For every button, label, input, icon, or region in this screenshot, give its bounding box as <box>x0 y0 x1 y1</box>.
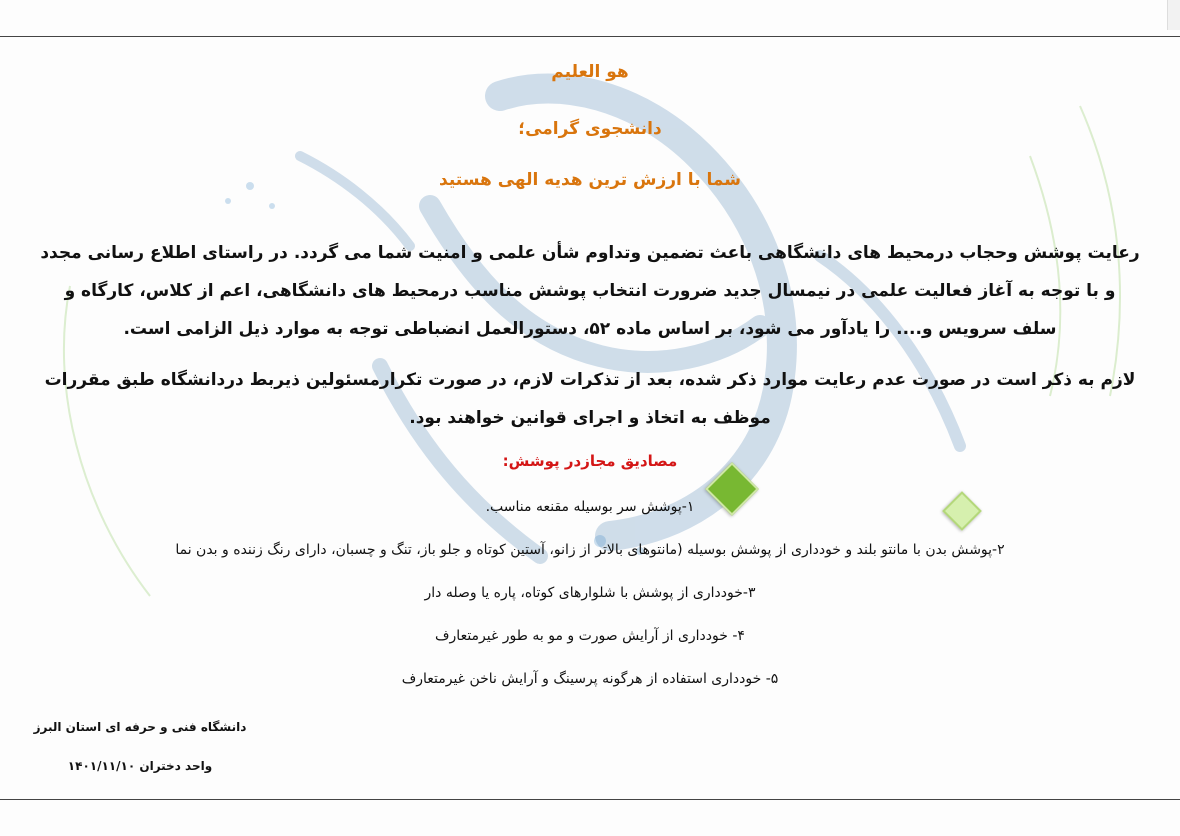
greeting-heading: دانشجوی گرامی؛ <box>518 119 662 139</box>
list-item: ۲-پوشش بدن با مانتو بلند و خودداری از پوشش بوسیله (مانتوهای بالاتر از زانو، آستین کوتاه و جلو باز، تنگ و چسبان، دارای رنگ زننده و بدن نما <box>175 542 1005 558</box>
dress-code-list <box>30 486 1150 701</box>
warning-paragraph: لازم به ذکر است در صورت عدم رعایت موارد ذکر شده، بعد از تذکرات لازم، در صورت تکرارمسئولین ذیربط دردانشگاه طبق مقررات موظف به اتخاذ و اجرای قوانین خواهند بود. <box>44 370 1136 428</box>
institution-name: دانشگاه فنی و حرفه ای استان البرز <box>33 720 247 734</box>
notice-document <box>30 36 1150 799</box>
intro-paragraph: رعایت پوشش وحجاب درمحیط های دانشگاهی باعث تضمین وتداوم شأن علمی و امنیت شما می گردد. در راستای اطلاع رسانی مجدد و با توجه به آغاز فعالیت علمی در نیمسال جدید ضرورت انتخاب پوشش مناسب درمحیط های دانشگاهی، اعم از کلاس، کارگاه و سلف سرویس و.... را یادآور می شود، بر اساس ماده ۵۲، دستورالعمل انضباطی توجه به موارد ذیل الزامی است. <box>40 243 1140 339</box>
list-item: ۳-خودداری از پوشش با شلوارهای کوتاه، پاره یا وصله دار <box>424 585 756 601</box>
list-item: ۵- خودداری استفاده از هرگونه پرسینگ و آرایش ناخن غیرمتعارف <box>401 671 779 687</box>
section-title: مصادیق مجازدر پوشش: <box>502 452 678 470</box>
page-corner <box>1167 0 1180 30</box>
gift-heading: شما با ارزش ترین هدیه الهی هستید <box>439 170 741 190</box>
bismillah-heading: هو العلیم <box>551 62 629 82</box>
unit-date: واحد دختران ۱۴۰۱/۱۱/۱۰ <box>67 759 213 773</box>
bottom-rule <box>0 799 1180 800</box>
list-item: ۱-پوشش سر بوسیله مقنعه مناسب. <box>485 499 695 515</box>
list-item: ۴- خودداری از آرایش صورت و مو به طور غیرمتعارف <box>435 628 745 644</box>
